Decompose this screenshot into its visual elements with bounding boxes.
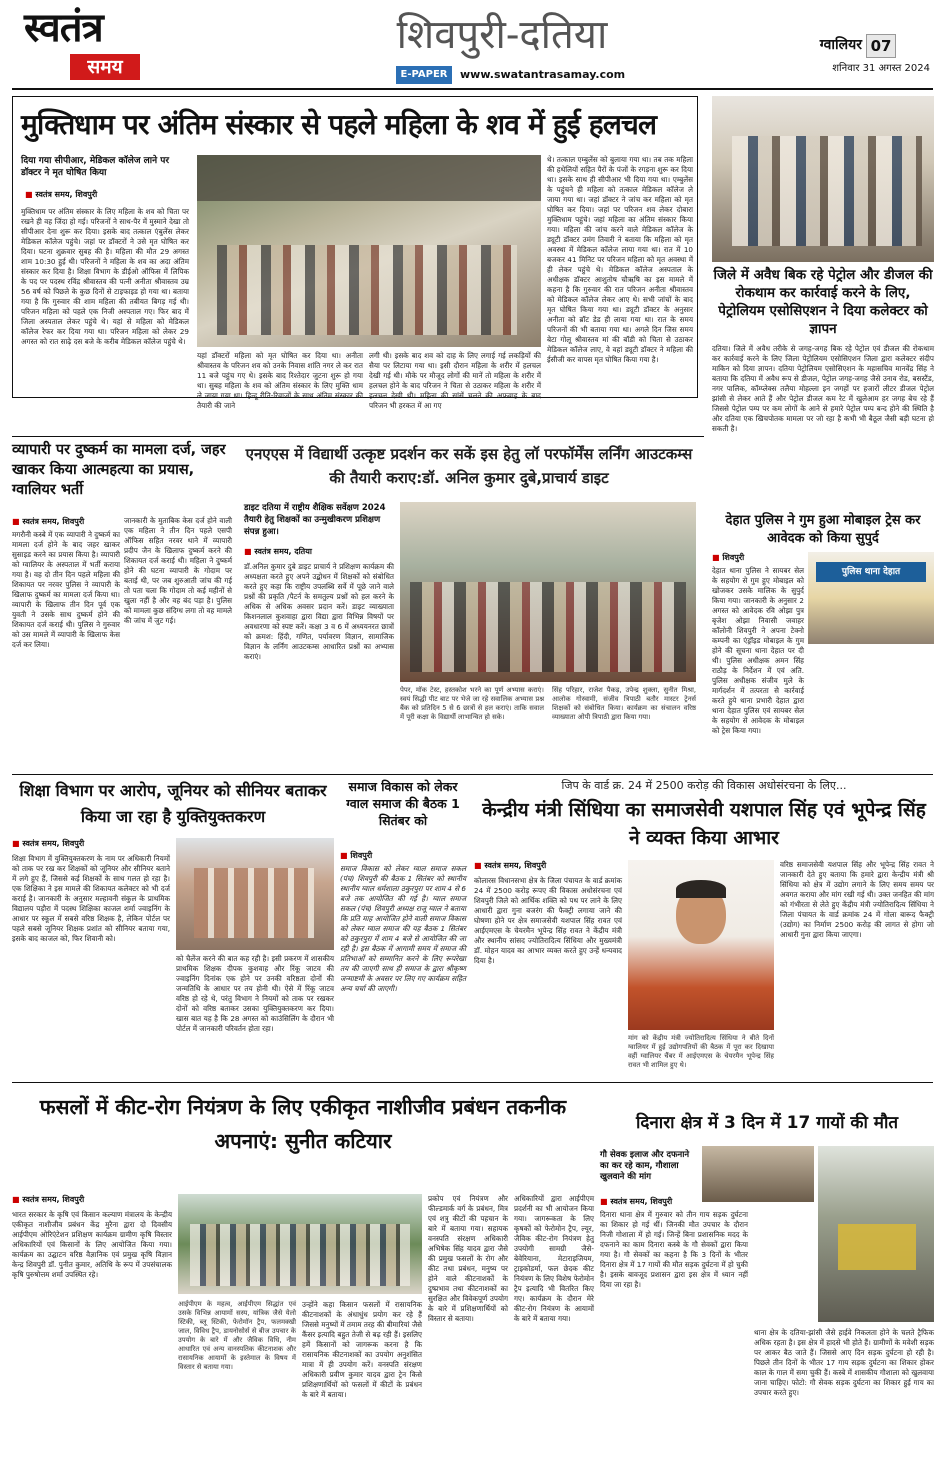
cows-byline: ■ स्वतंत्र समय, शिवपुरी [600, 1196, 750, 1207]
lead-photo-crowd [217, 245, 517, 335]
nas-photo-audience [410, 582, 686, 672]
suicide-story [12, 440, 232, 770]
rule-row-2 [12, 774, 933, 775]
nas-caption-a: पेपर, मॉक टेस्ट, हस्तकोश भरने का पूर्ण अभ्यास कराएं। स्वयं सिद्धी पीट बाट पर भेजे जा रहे सवालिक अभ्यास प्रश्न बैंक को प्रतिदिन 5 से 6 छात्रों से हल कराएं। ताकि सवाल में पूरी कक्षा के विद्यार्थी लाभान्वित हो सके। [400, 686, 544, 721]
scindia-byline: ■ स्वतंत्र समय, शिवपुरी [474, 860, 634, 871]
crop-col-3: उन्होंने कहा किसान फसलों में रासायनिक कीटनाशकों के अंधाधुंध प्रयोग कर रहे हैं जिससे मनुष्यों में तमाम तरह की बीमारियां जैसे कैंसर इत्यादि बहुत तेजी से बढ़ रही हैं। इसलिए हमें किसानों को जागरूक करना है कि रासायनिक कीटनाशकों का उपयोग अनुशंसित मात्रा में ही उपयोग करें। वनस्पति संरक्षण अधिकारी प्रवीण कुमार यादव द्वारा ट्रेन किसे प्रशिक्षणार्थियों को फसलों में कीटों के प्रबंधन के बारे में बताया। [302, 1300, 423, 1399]
cows-photo-right [818, 1146, 934, 1322]
website[interactable]: www.swatantrasamay.com [460, 68, 626, 81]
mobile-headline: देहात पुलिस ने गुम हुआ मोबाइल ट्रेस कर आवेदक को किया सुपुर्द [725, 513, 921, 546]
crop-col-5: अधिकारियों द्वारा आईपीएम प्रदर्शनी का भी आयोजन किया गया। जागरूकता के लिए कृषकों को फेरोमोन ट्रैप, ल्यूर, जैविक कीट-रोग नियंत्रण हेतु उपयोगी सामग्री जैसे-बेवेरियाना, मेटाराइजियम, ट्राइकोडर्मा, फल छेदक कीट नियंत्रण के लिए विशेष फेरोमोन ट्रैप इत्यादि भी वितरित किए गए। कार्यक्रम के दौरान मेरे कीट-रोग नियंत्रण के आयामों के बारे में बताया गया। [514, 1194, 594, 1323]
logo-top: स्वतंत्र [24, 5, 103, 51]
nas-col-1: डॉ.अनिल कुमार दुबे डाइट प्राचार्य ने प्रशिक्षण कार्यक्रम की अध्यक्षता करते हुए अपने उद्बोधन में शिक्षकों को संबोधित करते हुए कहा कि राष्ट्रीय उपलब्धि सर्वे में पूछे जाने वाले प्रश्नों की प्रकृति /पैटर्न के समतुल्य प्रश्नों को हल करने के अधिक से अधिक अवसर प्रदान करें। डाइट व्याख्याता किशनलाल कुशवाहा द्वारा विद्या द्वारा विभिन्न विषयों पर अवधारणा को स्पष्ट करें। कक्षा 3 व 6 में अध्ययनरत छात्रों को क्रमश: हिंदी, गणित, पर्यावरण विज्ञान, सामाजिक विज्ञान के लर्निंग आउटकम्स आधारित प्रश्नों का अभ्यास कराएं। [244, 562, 394, 661]
shiksha-col-1: शिक्षा विभाग में युक्तियुक्तकरण के नाम पर अधिकारी नियमों को ताक पर रख कर शिक्षकों को जूनियर और सीनियर बताने में लगे हुए हैं, जिससे कई शिक्षकों के साथ गलत हो रहा है। एक शिक्षिका ने इस मामले की शिकायत कलेक्टर को भी दर्ज कराई है। जानकारी के अनुसार मल्हावनी संकुल के प्राथमिक विद्यालय पड़ौरा में पदस्थ शिक्षिका काजल शर्मा ज्वाइनिंग के आधार पर स्कूल में सबसे वरिष्ठ शिक्षक है, लेकिन पोर्टल पर पहले सबसे जूनियर शिक्षक प्रशांत को सीनियर बताया गया, इसके बाद काजल को, फिर शिवानी को। [12, 854, 170, 943]
samaj-body: समाज विकास को लेकर ग्वाल समाज सकल (पंच) शिवपुरी की बैठक 1 सितंबर को स्थानीय स्थानीय ग्वाल धर्मशाला ठकुरपुरा पर शाम 4 से 6 बजे तक आयोजित की गई है। ग्वाल समाज सकल (पंच) शिवपुरी अध्यक्ष राजू ग्वाल ने बताया कि प्रति माह आयोजित होने वाली समाज विकास को लेकर ग्वाल समाज की यह बैठक 1 सितंबर को ठकुरपुरा में शाम 4 बजे से आयोजित की जा रही है। इस बैठक में आगामी समय में समाज की प्रतिभाओं को सम्मानित करने के लिए रूपरेखा तय की जाएगी साथ ही समाज के द्वारा श्रीकृष्ण जन्माष्टमी के अवसर पर लिए गए कार्यक्रम सहित अन्य चर्चा की जाएगी। [340, 864, 466, 993]
nas-byline: ■ स्वतंत्र समय, दतिया [244, 546, 394, 557]
edition-title: शिवपुरी-दतिया [396, 12, 608, 58]
samaj-byline: ■ शिवपुरी [340, 850, 420, 861]
nas-headline: एनएएस में विद्यार्थी उत्कृष्ट प्रदर्शन कर सकें इस हेतु लॉ परफॉर्मेंस लर्निंग आउटकम्स की तैयारी कराए:डॉ. अनिल कुमार दुबे,प्राचार्य डाइट [245, 445, 693, 487]
mobile-byline: ■ शिवपुरी [712, 552, 802, 563]
page-number-box [866, 34, 896, 58]
crop-col-1: भारत सरकार के कृषि एवं किसान कल्याण मंत्रालय के केन्द्रीय एकीकृत नाशीजीव प्रबंधन केंद्र मुरैना द्वारा दो दिवसीय आईपीएम ओरिएंटेशन प्रशिक्षण कार्यक्रम ग्रामीण कृषि विस्तार अधिकारियों एवं किसानों के लिए आयोजित किया गया। कार्यक्रम का उद्घाटन वरिष्ठ वैज्ञानिक एवं प्रमुख कृषि विज्ञान केन्द्र शिवपुरी डॉ. पुनीत कुमार, अतिथि के रूप में उपसंचालक कृषि पुरुषोत्तम शर्मा उपस्थित रहे। [12, 1210, 172, 1279]
masthead-rule [12, 88, 933, 90]
cows-photo-left [702, 1146, 814, 1202]
lead-col-4: थे। तत्काल एम्बुलेंस को बुलाया गया था। तब तक महिला की हथेलियों सहित पैरों के पंजों के रगड़ना शुरू कर दिया था। इसके साथ ही सीपीआर भी दिया गया था। एम्बुलेंस के पहुंचने ही महिला को तत्काल मेडिकल कॉलेज ले जाया गया था। जहां डॉक्टर ने जांच कर महिला को मृत घोषित कर दिया। जहां पर परिजन शव लेकर दोबारा मुक्तिधाम पहुंचे। जहां महिला का अंतिम संस्कार किया गया। महिला की जांच करने वाले मेडिकल कॉलेज के ड्यूटी डॉक्टर उमंग तिवारी ने बताया कि महिला को मृत अवस्था में मेडिकल कॉलेज लाया गया था। रात में 10 बजकर 41 मिनिट पर परिजन महिला को मृत अवस्था में ही लेकर पहुंचे थे। मेडिकल कॉलेज अस्पताल के अधीक्षक डॉक्टर आशुतोष चौऋषि का इस मामले में कहना है कि गुरुवार की रात परिजन अनीता श्रीवास्तव को मेडिकल कॉलेज लेकर आए थे। सभी जांचों के बाद मृत घोषित किया गया था। ड्यूटी डॉक्टर के अनुसार अनीता को ब्रॉट डेड ही लाया गया था। रात के समय परिजनों की भी बताया गया था। अगले दिन जिस समय बेटा गोलू श्रीवास्तव मां की बॉडी को चिता से उठाकर मेडिकल कॉलेज लाए, वे वहां ड्यूटी डॉक्टर ने महिला की ईसीजी कर वापस मृत घोषित किया गया है। [547, 155, 693, 364]
nas-photo [400, 502, 696, 682]
logo-bottom: समय [87, 56, 123, 78]
shiksha-byline: ■ स्वतंत्र समय, शिवपुरी [12, 838, 172, 849]
suicide-col-1: मगरौनी कस्बे में एक व्यापारी ने दुष्कर्म का मामला दर्ज होने के बाद जहर खाकर सुसाइड करने का प्रयास किया है। व्यापारी को ग्वालियर के अस्पताल में भर्ती कराया गया है। वह दो तीन दिन पहले महिला की शिकायत पर नरवर पुलिस ने व्यापारी के खिलाफ दुष्कर्म का मामला दर्ज किया था। व्यापारी के खिलाफ तीन दिन पूर्व एक युवती ने उसके साथ दुष्कर्म होने की शिकायत दर्ज कराई थी। पुलिस ने गुरुवार को उस मामले में व्यापारी के खिलाफ केस दर्ज कर लिया। [12, 530, 120, 649]
logo-bottom-box [70, 54, 140, 80]
lead-headline: मुक्तिधाम पर अंतिम संस्कार से पहले महिला के शव में हुई हलचल [21, 108, 657, 141]
nas-story [240, 440, 698, 770]
lead-col-3: लगी थी। इसके बाद शव को दाह के लिए लगाई गई लकड़ियों की सैया पर लिटाया गया था। इसी दौरान महिला के शरीर में हलचल देखी गई थी। मौके पर मौजूद लोगों की मानें तो महिला के शरीर में हलचल होने के बाद परिजन ने चिता से उठाकर महिला के शरीर में हलचल देखी थी। महिला की सांसें चलने की अफवाह के बाद परिजन भी हरकत में आ गए [369, 351, 541, 410]
scindia-col-1: कोलारस विधानसभा क्षेत्र के जिला पंचायत के वार्ड क्रमांक 24 में 2500 करोड़ रूपए की विकास अधोसंरचना एवं शिवपुरी जिले को आर्थिक शक्ति को पथ पर लाने के लिए आधारी द्वारा गुना बजरंग की फैक्ट्री लगाया जाने की घोषणा होने पर क्षेत्र समाजसेवी यशपाल सिंह रावत एवं आईएमएस के चेयरमैन भूपेन्द्र सिंह रावत ने केंद्रीय मंत्री और स्थानीय सांसद ज्योतिरादित्य सिंधिया और मुख्यमंत्री डॉ. मोहन यादव का आभार व्यक्त करते हुए उन्हें धन्यवाद दिया है। [474, 876, 622, 965]
samaj-headline: समाज विकास को लेकर ग्वाल समाज की बैठक 1 सितंबर को [346, 779, 460, 828]
cows-col-1: दिनारा थाना क्षेत्र में गुरुवार को तीन गाय सड़क दुर्घटना का शिकार हो गई थीं। जिनकी मौत उपचार के दौरान निजी गोशाला में हो गई। जिन्हें बिना प्रशासनिक मदद के दफनाने का काम दिनारा कस्बे के गौ सेवकों द्वारा किया गया है। गौ सेवकों का कहना है कि 3 दिनों के भीतर दिनारा क्षेत्र में 17 गायों की मौत सड़क दुर्घटना में हो चुकी है। इसके बावजूद प्रशासन द्वारा इस क्षेत्र में ध्यान नहीं दिया जा रहा है। [600, 1210, 748, 1289]
lead-col-2: यहां डॉक्टरों महिला को मृत घोषित कर दिया था। अनीता श्रीवास्तव के परिजन शव को उनके निवास शांति नगर ले कर रात 11 बजे पहुंच गए थे। इसके बाद रिश्तेदार जुटना शुरू हो गया था। सुबह महिला के शव को अंतिम संस्कार के लिए मुक्ति धाम ले जाया गया था। हिन्दू रीति-रिवाजों के साथ अंतिम संस्कार की तैयारी की जाने [197, 351, 363, 410]
cows-photo-truck [838, 1224, 916, 1270]
scindia-caption: मांग को केंद्रीय मंत्री ज्योतिरादित्य सिंधिया ने बीते दिनों ग्वालियर में हुई उद्योगपतियों की बैठक में पूरा कर दिखाया वहीं ग्वालियर चैंबर में आईएमएस के चेयरमैन भूपेन्द्र सिंह रावत भी शामिल हुए थे। [628, 1034, 774, 1069]
epaper-label: E-PAPER [400, 69, 448, 80]
petrol-body: दतिया। जिले में अवैध तरीके से जगह-जगह बिक रहे पेट्रोल एवं डीजल की रोकथाम कर कार्रवाई करने के लिए जिला पेट्रोलियम एसोसिएशन जिला द्वारा कलेक्टर संदीप माकिन को दिया ज्ञापन। दतिया पेट्रोलियम एसोसिएशन के महासचिव मानवेंद्र सिंह ने बताया कि दतिया में अवैध रूप से डीजल, पेट्रोल जगह-जगह जैसे उनाव रोड, बसस्टैंड, नगर पालिक, कॉम्प्लेक्स तलैया मोहल्ला इन जगहों पर हजारों लीटर डीजल पेट्रोल झांसी से लेकर आते हैं और पेट्रोल डीजल कम रेट में खुलेआम हर जगह बेच रहे हैं जिससे पेट्रोल पम्प पर कम लोगों के आने से हमारे पेट्रोल पम्प बन्द होने की स्थिति है और दतिया एक खिचपोतक मामला पर जो रहा है कभी भी बैठूल जैसी बड़ी घटना हो सकती है। [712, 344, 934, 433]
scindia-kicker: जिप के वार्ड क्र. 24 में 2500 करोड़ की विकास अधोसंरचना के लिए... [561, 779, 847, 792]
nas-caption-b: सिंह परिहार, राजेश पैकड़, उपेन्द्र शुक्ला, सुनीत मिश्रा, आलोक गोस्वामी, संजीव त्रिपाठी बतौर मास्टर ट्रेनर्स शिक्षकों को संबोधित किया। कार्यक्रम का संचालन वरिष्ठ व्याख्याता ओपी त्रिपाठी द्वारा किया गया। [552, 686, 696, 721]
lead-col-1: मुक्तिधाम पर अंतिम संस्कार के लिए महिला के शव को चिता पर रखने ही वह जिंदा हो गई। परिजनों ने साथ-पैर में मुस्माने देखा तो सीपीआर देना शुरू कर दिया। इसके बाद तत्काल एंबुलेंस लेकर मेडिकल कॉलेज पहुंचे। जहां पर डॉक्टरों ने उसे मृत घोषित कर दिया। घटना शुक्रवार सुबह की है। महिला की मौत 29 अगस्त शाम 10:30 हुई थी। परिजनों ने महिला के शव का अदा अंतिम संस्कार कर दिया है। शिक्षा विभाग के डीईओ ऑफिस में लिपिक के पद पर पदस्थ रविंद्र श्रीवास्तव की पत्नी अनीता श्रीवास्तव उम्र 56 वर्ष को पिछले के कुछ दिनों से टाइफाइड हो गया था। बताया गया है कि गुरुवार की शाम महिला की तबीयत बिगड़ गई थी। परिजन महिला को पहले एक निजी अस्पताल गए। फिर बाद में जिला अस्पताल लेकर पहुंचे थे। यहां से महिला को मेडिकल कॉलेज रेफर कर दिया गया था। परिजन महिला को लेकर 29 अगस्त को रात साढ़े दस बजे के करीब मेडिकल कॉलेज पहुंचे थे। [21, 207, 189, 346]
crop-headline: फसलों में कीट-रोग नियंत्रण के लिए एकीकृत नाशीजीव प्रबंधन तकनीक अपनाएं: सुनीत कटियार [39, 1095, 567, 1153]
lead-photo [197, 155, 541, 347]
petrol-photo-people [732, 136, 922, 246]
date-line: शनिवार 31 अगस्त 2024 [832, 63, 930, 74]
scindia-photo-hair [676, 880, 726, 898]
epaper-badge [396, 66, 452, 84]
page-number: 07 [870, 37, 892, 55]
cows-story [600, 1110, 934, 1462]
shiksha-headline: शिक्षा विभाग पर आरोप, जूनियर को सीनियर बताकर किया जा रहा है युक्तियुक्तकरण [19, 781, 327, 826]
crop-col-4: प्रकोप एवं नियंत्रण और फील्डमार्क वर्ग के प्रबंधन, मित्र एवं शत्रु कीटों की पहचान के बारे में बताया गया। सहायक वनस्पति संरक्षण अधिकारी अभिषेक सिंह यादव द्वारा जैसे की प्रमुख फसलों के रोग और कीट तथा प्रबंधन, मनुष्य पर होने वाले कीटनाशकों के दुष्प्रभाव तथा कीटनाशकों का सुरक्षित और विवेकपूर्ण उपयोग के बारे में प्रशिक्षणार्थियों को विस्तार से बताया। [428, 1194, 508, 1323]
suicide-headline: व्यापारी पर दुष्कर्म का मामला दर्ज, जहर खाकर किया आत्महत्या का प्रयास, ग्वालियर भर्ती [12, 442, 226, 498]
petrol-story [712, 96, 934, 508]
samaj-story [340, 778, 466, 1078]
mobile-photo-sign [816, 562, 926, 582]
lead-byline: ■ स्वतंत्र समय, शिवपुरी [25, 189, 185, 200]
crop-photo-group [190, 1224, 410, 1286]
crop-story [12, 1090, 594, 1462]
lead-deck: दिया गया सीपीआर, मेडिकल कॉलेज लाने पर डॉक्टर ने मृत घोषित किया [21, 156, 170, 178]
city: ग्वालियर [819, 37, 862, 53]
scindia-col-3: वरिष्ठ समाजसेवी यशपाल सिंह और भूपेन्द्र सिंह रावत ने जानकारी देते हुए बताया कि हमारे द्वारा केन्द्रीय मंत्री श्री सिंधिया को क्षेत्र में उद्योग लगाने के लिए समय समय पर अवगत कराया और मांग रखी गई थी। उक्त जनहित की मांग को गंभीरता से लेते हुए केंद्रीय मंत्री ज्योतिरादित्य सिंधिया ने जिला पंचायत के वार्ड क्रमांक 24 में गोला बारूद फैक्ट्री (उद्योग) का निर्माण 2500 करोड़ की लागत से होगा जो आधारी गुना द्वारा किया जाएगा। [780, 860, 934, 939]
crop-photo [178, 1194, 422, 1294]
shiksha-col-2: को चैलेंज करने की बात कह रही है। इसी प्रकरण में शासकीय प्राथमिक शिक्षक दीपक कुशवाह और रिंकू जाटव की ज्वाइनिंग दिनांक एक होने पर उनकी वरिष्ठता दोनों की जन्मतिथि के आधार पर तय होनी थी। ऐसे में रिंकू जाटव वरिष्ठ हो रहे थे, परंतु विभाग ने नियमों को ताक पर रखकर दोनों को वरिष्ठ बताकर उसका युक्तियुक्तकरण कर दिया। खास बात यह है कि 28 अगस्त को काउंसिलिंग के दौरान भी पोर्टल में जानकारी परिवर्तन होता रहा। [176, 954, 334, 1033]
suicide-byline: ■ स्वतंत्र समय, शिवपुरी [12, 516, 132, 527]
shiksha-photo [176, 838, 334, 950]
scindia-headline: केन्द्रीय मंत्री सिंधिया का समाजसेवी यशपाल सिंह एवं भूपेन्द्र सिंह ने व्यक्त किया आभार [482, 799, 926, 849]
petrol-photo [712, 96, 934, 262]
lead-story [12, 96, 698, 410]
rule-row-3 [12, 1082, 933, 1083]
mobile-story [712, 512, 934, 770]
scindia-story [474, 778, 934, 1078]
masthead [0, 0, 945, 92]
logo [22, 6, 152, 84]
petrol-headline: जिले में अवैध बिक रहे पेट्रोल और डीजल की रोकथाम कर कार्रवाई करने के लिए, पेट्रोलियम एसोसिएशन ने दिया कलेक्टर को ज्ञापन [713, 267, 933, 337]
scindia-photo [628, 860, 774, 1030]
crop-caption: आईपीएम के महत्व, आईपीएम सिद्धांत एवं उसके विभिन्न आयामों सस्य, यांत्रिक जैसे येलो स्टिकी, ब्लू स्टिकी, फेरोमॉन ट्रैप, फलमक्खी जाल, विविध ट्रैप, डायनोसोर्स से बीज उपचार के उपयोग के बारे में और जैविक विधि, नीम आधारित एवं अन्य वानस्पतिक कीटनाशक और रासायनिक आयामों के इस्तेमाल के विषय में विस्तार से बताया गया। [178, 1300, 296, 1371]
cows-deck: गौ सेवक इलाज और दफनाने का कर रहे काम, गौशाला खुलवाने की मांग [600, 1150, 690, 1182]
crop-byline: ■ स्वतंत्र समय, शिवपुरी [12, 1194, 172, 1205]
cows-col-2: थाना क्षेत्र के दतिया-झांसी जैसे हाईवे निकलता होने के चलते ट्रैफिक अधिक रहता है। इस क्षेत्र में हादसे भी होते हैं। ग्रामीणों के मवेशी सड़क पर आकर बैठ जाते हैं। जिससे आए दिन सड़क दुर्घटना हो रही है। पिछले तीन दिनों के भीतर 17 गाय सड़क दुर्घटना का शिकार होकर काल के गाल में समा चुकी हैं। कस्बे में शासकीय गौशाला को खुलवाया जाना चाहिए। फोटो: गौ सेवक सड़क दुर्घटना का शिकार हुई गाय का उपचार करते हुए। [754, 1328, 934, 1397]
mobile-photo [808, 552, 934, 644]
cows-headline: दिनारा क्षेत्र में 3 दिन में 17 गायों की मौत [635, 1113, 899, 1133]
suicide-col-2: जानकारी के मुताबिक केस दर्ज होने वाली एक महिला ने तीन दिन पहले एसपी ऑफिस सहित नरवर थाने में व्यापारी प्रदीप जैन के खिलाफ दुष्कर्म करने की शिकायत दर्ज कराई थी। महिला ने दुष्कर्म होने की घटना व्यापारी के गोदाम पर बताई थी, पर जब शुरुआती जांच की गई तो पता चला कि गोदाम तो कई महीनों से खुला नहीं है और वह बंद पड़ा है। पुलिस को मामला कुछ संदिग्ध लगा तो वह मामले की जांच में जुट गई। [124, 516, 232, 625]
shiksha-photo-building [194, 868, 314, 938]
shiksha-story [12, 778, 334, 1078]
lead-photo-roof [197, 155, 541, 201]
nas-deck: डाइट दतिया में राष्ट्रीय शैक्षिक सर्वेक्षण 2024 तैयारी हेतु शिक्षकों का उन्मुखीकरण प्रशिक्षण संपन्न हुआ। [244, 503, 386, 537]
mobile-body: देहात थाना पुलिस ने सायबर सेल के सहयोग से गुम हुए मोबाइल को खोजकर उसके मालिक के सुपुर्द किया गया। जानकारी के अनुसार 2 अगस्त को आवेदक रवि ओझा पुत्र बृजेश ओझा निवासी जवाहर कॉलोनी शिवपुरी ने अपना टेक्नो कम्पनी का एंड्रॉइड मोबाइल के गुम होने की सूचना थाना देहात पर दी थी। पुलिस अधीक्षक अमन सिंह राठौड़ के निर्देशन में एवं अति. पुलिस अधीक्षक संजीव मुले के मार्गदर्शन में तत्परता से कार्रवाई करते हुये थाना प्रभारी देहात द्वारा थाना देहात पुलिस एवं सायबर सेल के सहयोग से आवेदक के मोबाइल को ट्रेस किया गया। [712, 566, 804, 735]
rule-row-1 [12, 436, 704, 437]
mobile-sign-text: पुलिस थाना देहात [841, 567, 901, 577]
